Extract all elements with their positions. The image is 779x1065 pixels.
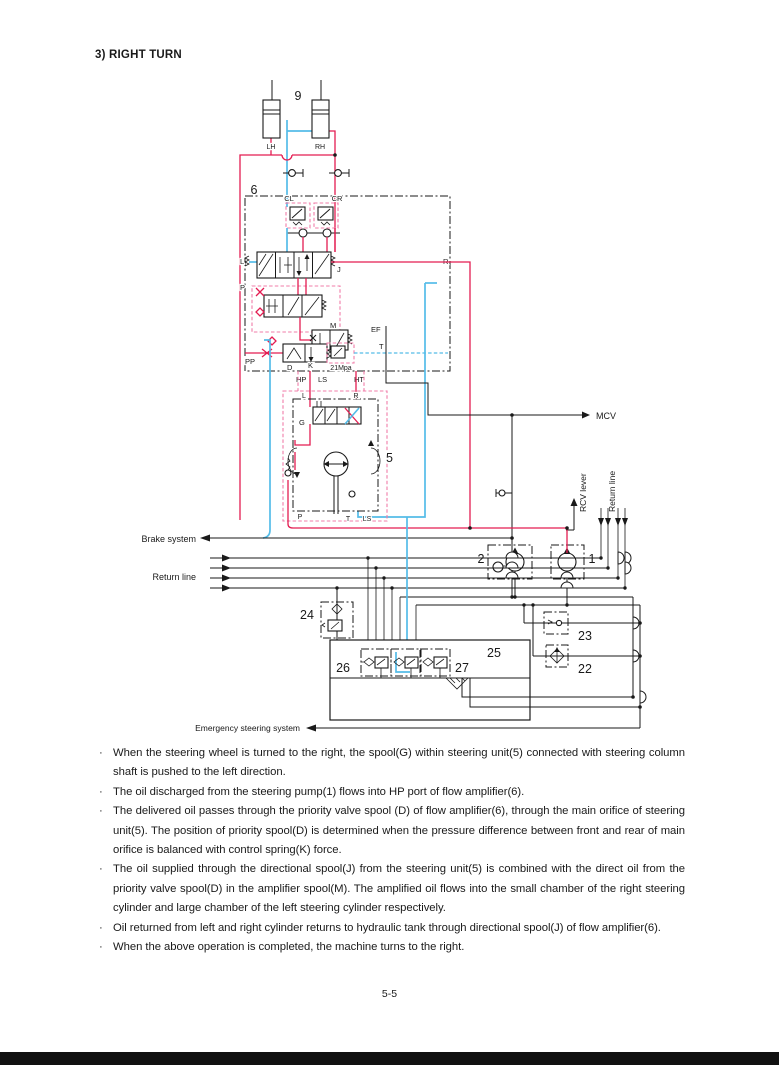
spool-m-label: M	[330, 321, 337, 330]
page-title: 3) RIGHT TURN	[95, 49, 182, 61]
port-l-label: L	[240, 257, 245, 266]
scan-bottom-bar	[0, 1052, 779, 1065]
steering-unit-block	[283, 371, 393, 528]
rcv-lever-annotation	[566, 473, 588, 530]
cylinder-lh-label: LH	[266, 144, 276, 151]
page-number: 5-5	[381, 988, 398, 1000]
cylinder-rh-label: RH	[314, 144, 326, 151]
pump-double	[478, 545, 532, 597]
cylinders-number: 9	[294, 89, 302, 103]
port-ls-label: LS	[318, 375, 328, 384]
relief-pressure-label: 21Mpa	[330, 365, 352, 372]
return-line-right-label: Return line	[607, 470, 617, 512]
spool-j-label: J	[337, 265, 341, 274]
bullet-glyph: ·	[99, 863, 103, 876]
return-line-left-label: Return line	[152, 572, 196, 582]
bleed-valve-icon	[283, 169, 349, 177]
rcv-lever-label: RCV lever	[578, 473, 588, 512]
note-item	[97, 919, 685, 938]
port-pp-label: PP	[245, 357, 256, 366]
pump-steering	[551, 528, 596, 605]
notes-list	[97, 744, 685, 957]
valve-24	[300, 586, 353, 640]
brake-system-label: Brake system	[141, 534, 196, 544]
bullet-glyph: ·	[99, 921, 103, 934]
port-cr-label: CR	[331, 194, 343, 203]
valve-23	[522, 603, 642, 643]
mcv-label: MCV	[596, 411, 616, 421]
bullet-glyph: ·	[99, 747, 103, 759]
su-spool-g-label: G	[299, 418, 305, 427]
note-text: The oil discharged from the steering pump(1) flows into HP port of flow amplifier(6).	[113, 785, 525, 798]
valve-24-number: 24	[300, 608, 314, 622]
valve-26-number: 26	[336, 661, 350, 675]
port-hp-label: HP	[296, 375, 307, 384]
note-text: When the above operation is completed, the machine turns to the right.	[113, 941, 465, 954]
note-item	[97, 783, 685, 802]
spool-d-label: D	[287, 363, 293, 372]
valve-22-number: 22	[578, 662, 592, 676]
su-port-r-label: R	[353, 393, 359, 400]
port-ht-label: HT	[354, 375, 364, 384]
hydraulic-tank-block	[330, 640, 642, 720]
su-port-t-label: T	[345, 516, 351, 523]
bullet-glyph: ·	[99, 785, 103, 798]
port-t-label: T	[379, 342, 384, 351]
relief-valve-cl-icon	[286, 203, 310, 228]
pump-2-number: 2	[477, 552, 485, 566]
bullet-glyph: ·	[99, 941, 103, 954]
pilot-spool-icon	[252, 278, 340, 332]
note-text: When the steering wheel is turned to the right, the spool(G) within steering unit(5) connected with steering column shaft is pushed to the left direction.	[113, 747, 685, 779]
pump-1-number: 1	[588, 552, 596, 566]
return-line-left-annotation	[152, 555, 625, 592]
bullet-glyph: ·	[99, 805, 103, 818]
su-port-l-label: L	[302, 393, 306, 400]
emergency-steering-annotation	[195, 723, 640, 733]
note-item	[97, 802, 685, 860]
brake-system-annotation	[141, 534, 513, 544]
steering-unit-number: 5	[386, 451, 393, 465]
note-text: The delivered oil passes through the priority valve spool (D) of flow amplifier(6), through the main orifice of steering unit(5). The position of priority spool(D) is determined when the pressure difference between front and rear of main orifice is balanced with control spring(K) force.	[113, 805, 685, 857]
su-port-p-label: P	[297, 514, 303, 521]
port-ef-label: EF	[371, 325, 381, 334]
tank-number: 25	[487, 646, 501, 660]
spring-k-label: K	[308, 361, 314, 370]
valve-23-number: 23	[578, 629, 592, 643]
port-r-label: R	[443, 257, 449, 266]
note-text: The oil supplied through the directional spool(J) from the steering unit(5) is combined with the direct oil from the priority valve spool(D) in the amplifier spool(M). The amplified oil flows into the small chamber of the right steering cylinder and large chamber of the left steering cylinder respectively.	[113, 863, 685, 915]
note-text: Oil returned from left and right cylinder returns to hydraulic tank through directional spool(J) of flow amplifier(6).	[113, 921, 661, 934]
note-item	[97, 860, 685, 918]
port-p-label: P	[240, 283, 246, 292]
flow-amplifier-block	[240, 183, 470, 538]
emergency-steering-label: Emergency steering system	[195, 723, 300, 733]
return-line-right-annotation	[598, 471, 628, 588]
flow-amplifier-number: 6	[250, 183, 258, 197]
note-item	[97, 938, 685, 957]
su-port-ls-label: LS	[362, 516, 372, 523]
valve-27-number: 27	[455, 661, 469, 675]
port-cl-label: CL	[284, 194, 294, 203]
note-item	[97, 744, 685, 783]
